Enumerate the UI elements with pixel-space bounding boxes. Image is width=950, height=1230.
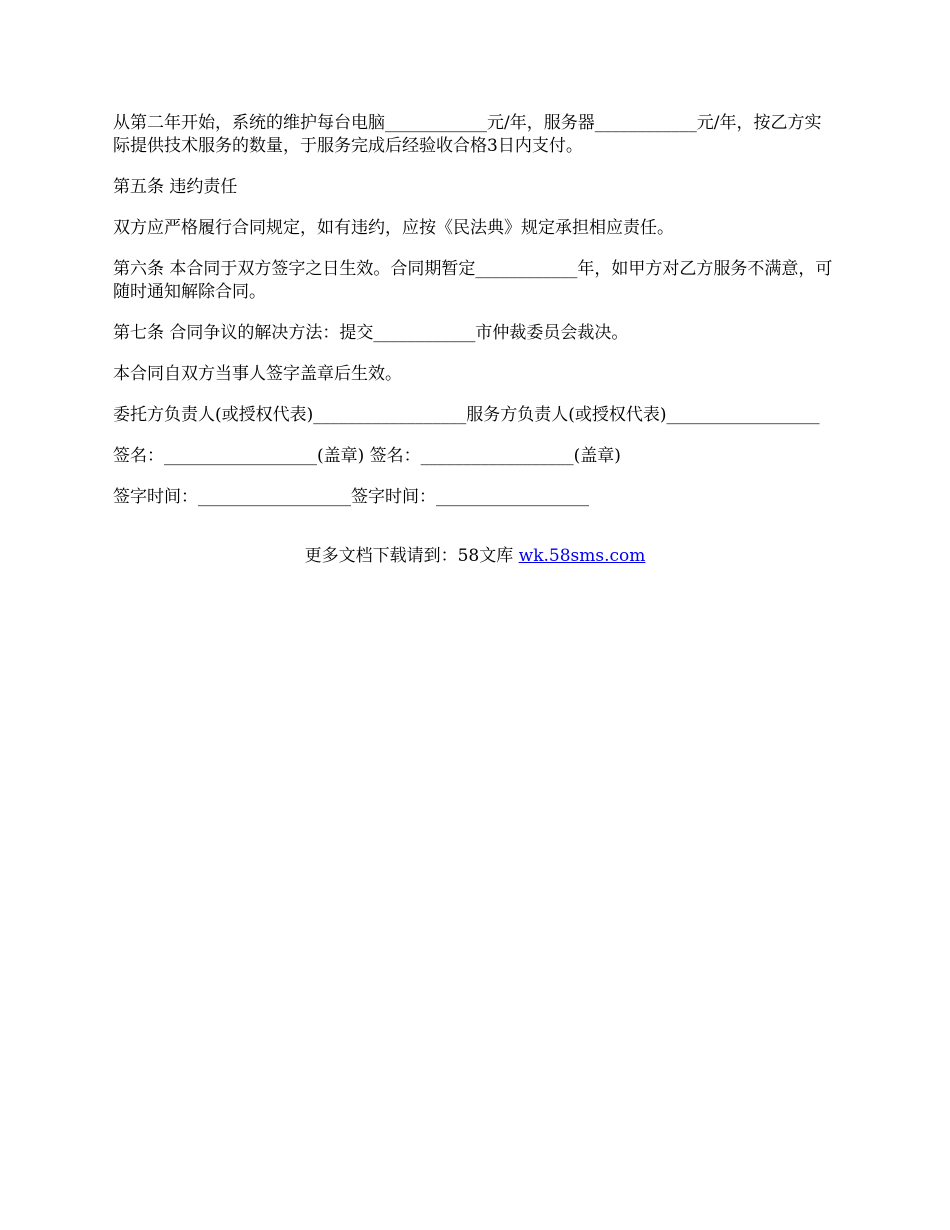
paragraph-effective: 本合同自双方当事人签字盖章后生效。: [113, 364, 402, 384]
footer-text: 更多文档下载请到：58文库: [304, 546, 519, 566]
document-body: [113, 112, 837, 527]
paragraph-sign-dates: 签字时间：__________________签字时间：__________________: [113, 487, 589, 507]
paragraph-article-7: 第七条 合同争议的解决方法：提交____________市仲裁委员会裁决。: [113, 323, 629, 343]
paragraph-maintenance-fee: 从第二年开始，系统的维护每台电脑____________元/年，服务器____________元/年，按乙方实际提供技术服务的数量，于服务完成后经验收合格3日内支付。: [113, 113, 822, 156]
download-footer: [0, 545, 950, 568]
paragraph-article-6: 第六条 本合同于双方签字之日生效。合同期暂定____________年，如甲方对乙方服务不满意，可随时通知解除合同。: [113, 259, 833, 302]
paragraph-article-5-heading: 第五条 违约责任: [113, 177, 238, 197]
paragraph-breach-liability: 双方应严格履行合同规定，如有违约，应按《民法典》规定承担相应责任。: [113, 218, 674, 238]
footer-link[interactable]: wk.58sms.com: [518, 546, 646, 566]
paragraph-signatures: 签名：__________________(盖章) 签名：__________________(盖章): [113, 446, 621, 466]
paragraph-representatives: 委托方负责人(或授权代表)__________________服务方负责人(或授权代表)__________________: [113, 405, 820, 425]
